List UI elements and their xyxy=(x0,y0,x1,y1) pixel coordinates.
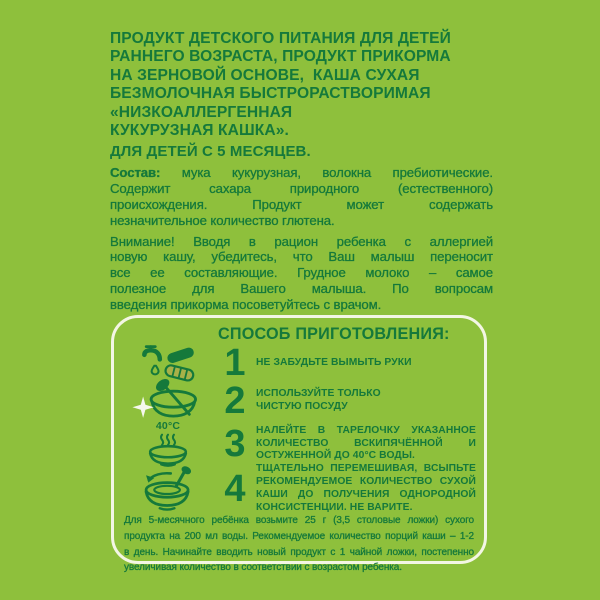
step-text-line: НЕ ЗАБУДЬТЕ ВЫМЫТЬ РУКИ xyxy=(256,356,412,368)
headline-line: «НИЗКОАЛЛЕРГЕННАЯ xyxy=(110,103,293,121)
step-text-line: ОСТУЖЕННОЙ ДО 40°С ВОДЫ. xyxy=(256,450,416,462)
headline-line: БЕЗМОЛОЧНАЯ БЫСТРОРАСТВОРИМАЯ xyxy=(110,85,431,103)
composition-line: незначительное количество глютена. xyxy=(110,212,335,228)
preparation-box xyxy=(111,315,487,574)
composition-line: Содержит сахара природного (естественного) xyxy=(110,181,493,197)
step-text-line: РЕКОМЕНДУЕМОЕ КОЛИЧЕСТВО СУХОЙ xyxy=(256,476,476,488)
preparation-step-4 xyxy=(122,463,476,513)
step-3-icon-cell xyxy=(122,421,214,467)
preparation-step-3 xyxy=(122,422,476,466)
composition-line xyxy=(110,165,493,181)
composition-line: происхождения. Продукт может содержать xyxy=(110,197,493,213)
step-4-icon-cell xyxy=(122,466,214,512)
attention-paragraph xyxy=(110,234,493,313)
step-text-line: КОНСИСТЕНЦИИ. НЕ ВАРИТЕ. xyxy=(256,501,413,513)
clean-dishes-icon xyxy=(132,377,204,425)
dosage-line: увеличивая количество в соответствии с возрастом ребенка. xyxy=(124,562,402,574)
step-text-line: ИСПОЛЬЗУЙТЕ ТОЛЬКО xyxy=(256,388,381,400)
attention-line: Внимание! Вводя в рацион ребенка с аллергией xyxy=(110,233,493,249)
age-recommendation: ДЛЯ ДЕТЕЙ С 5 МЕСЯЦЕВ. xyxy=(110,143,311,161)
step-text-line: ТЩАТЕЛЬНО ПЕРЕМЕШИВАЯ, ВСЫПЬТЕ xyxy=(256,463,476,475)
step-number: 1 xyxy=(224,342,246,384)
step-text-line: КОЛИЧЕСТВО ВСКИПЯЧЁННОЙ И xyxy=(256,437,476,449)
dosage-line: Для 5-месячного ребёнка возьмите 25 г (3,5 столовые ложки) сухого xyxy=(124,515,474,526)
label-text-column xyxy=(110,30,493,313)
step-2-icon-cell xyxy=(122,377,214,425)
dosage-line: продукта на 200 мл воды. Рекомендуемое количество порций каши – 1-2 xyxy=(124,530,474,542)
headline-line: КУКУРУЗНАЯ КАШКА». xyxy=(110,122,289,140)
attention-line: все ее составляющие. Грудное молоко – самое xyxy=(110,265,493,281)
attention-line: введения прикорма посоветуйтесь с врачом. xyxy=(110,296,382,312)
attention-line: полезное для Вашего малыша. По вопросам xyxy=(110,281,493,297)
headline-line: РАННЕГО ВОЗРАСТА, ПРОДУКТ ПРИКОРМА xyxy=(110,48,451,66)
preparation-title: СПОСОБ ПРИГОТОВЛЕНИЯ: xyxy=(218,325,450,343)
step-text-line: КАШИ ДО ПОЛУЧЕНИЯ ОДНОРОДНОЙ xyxy=(256,489,476,500)
step-number: 4 xyxy=(224,468,246,510)
product-description-heading xyxy=(110,30,493,140)
dosage-line: в день. Начинайте вводить новый продукт с 1 чайной ложки, постепенно xyxy=(124,546,474,558)
step-text-line: ЧИСТУЮ ПОСУДУ xyxy=(256,401,348,412)
composition-paragraph xyxy=(110,165,493,228)
step-text xyxy=(256,357,476,370)
attention-line: новую кашу, убедитесь, что Ваш малыш переносит xyxy=(110,249,493,265)
dosage-instructions xyxy=(124,514,474,577)
step-text xyxy=(256,388,476,414)
preparation-step-1 xyxy=(122,342,476,384)
step-text-line: НАЛЕЙТЕ В ТАРЕЛОЧКУ УКАЗАННОЕ xyxy=(256,424,476,436)
stir-bowl-icon xyxy=(136,466,200,512)
step-number: 2 xyxy=(224,380,246,422)
warm-water-bowl-icon xyxy=(141,433,195,467)
step-number: 3 xyxy=(224,423,246,465)
headline-line: ПРОДУКТ ДЕТСКОГО ПИТАНИЯ ДЛЯ ДЕТЕЙ xyxy=(110,30,451,47)
step-text xyxy=(256,463,476,514)
preparation-step-2 xyxy=(122,380,476,422)
temperature-label: 40°C xyxy=(155,420,181,432)
composition-label: Состав: xyxy=(110,165,161,181)
composition-text: мука кукурузная, волокна пребиотические. xyxy=(160,165,493,181)
headline-line: НА ЗЕРНОВОЙ ОСНОВЕ, КАША СУХАЯ xyxy=(110,66,420,84)
step-text xyxy=(256,425,476,463)
